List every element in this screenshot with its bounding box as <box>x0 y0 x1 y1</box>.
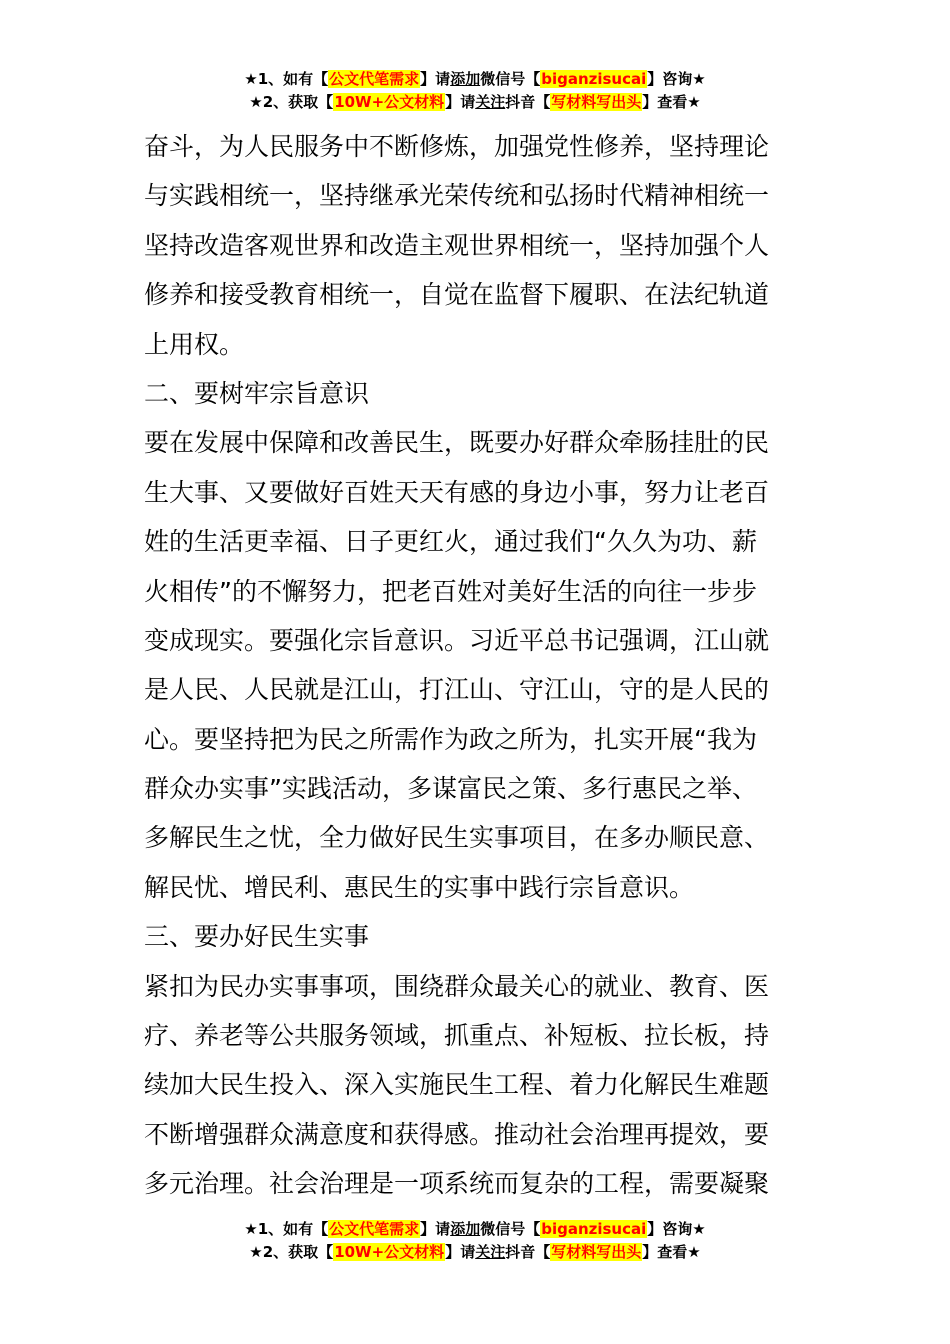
banner-line-1 <box>0 68 950 91</box>
banner-text: 微信号【 <box>480 1220 541 1238</box>
body-line: 群众办实事”实践活动，多谋富民之策、多行惠民之举、 <box>144 774 757 804</box>
banner-underline: 添加 <box>450 1220 481 1238</box>
body-line: 变成现实。要强化宗旨意识。习近平总书记强调，江山就 <box>144 625 770 655</box>
body-line: 多解民生之忧，全力做好民生实事项目，在多办顺民意、 <box>144 823 770 853</box>
body-line: 紧扣为民办实事事项，围绕群众最关心的就业、教育、医 <box>144 971 770 1001</box>
banner-highlight: 10W+公文材料 <box>334 1243 445 1261</box>
banner-highlight: biganzisucai <box>541 1220 647 1238</box>
banner-text: ★1、如有【 <box>244 1220 329 1238</box>
body-line: 多元治理。社会治理是一项系统而复杂的工程，需要凝聚 <box>144 1169 770 1199</box>
banner-highlight: 写材料写出头 <box>551 93 642 111</box>
banner-text: 】请 <box>445 93 476 111</box>
section-heading: 三、要办好民生实事 <box>144 922 370 952</box>
banner-highlight: 公文代笔需求 <box>329 1220 420 1238</box>
banner-highlight: 公文代笔需求 <box>329 70 420 88</box>
banner-highlight: 写材料写出头 <box>551 1243 642 1261</box>
body-line: 奋斗，为人民服务中不断修炼，加强党性修养，坚持理论 <box>144 132 770 161</box>
body-line: 上用权。 <box>144 329 245 359</box>
body-line: 坚持改造客观世界和改造主观世界相统一，坚持加强个人 <box>144 230 770 260</box>
body-line: 与实践相统一，坚持继承光荣传统和弘扬时代精神相统一 <box>144 181 770 211</box>
body-line: 修养和接受教育相统一，自觉在监督下履职、在法纪轨道 <box>144 280 770 310</box>
banner-line-2 <box>0 1241 950 1264</box>
body-line: 是人民、人民就是江山，打江山、守江山，守的是人民的 <box>144 675 770 705</box>
header-banner <box>0 68 950 114</box>
body-line: 火相传”的不懈努力，把老百姓对美好生活的向往一步步 <box>144 576 757 606</box>
footer-banner <box>0 1218 950 1264</box>
body-line: 姓的生活更幸福、日子更红火，通过我们“久久为功、薪 <box>144 527 757 557</box>
banner-text: ★2、获取【 <box>249 93 334 111</box>
banner-text: 】咨询★ <box>647 70 706 88</box>
banner-line-2 <box>0 91 950 114</box>
document-body <box>144 122 806 1209</box>
banner-text: 】咨询★ <box>647 1220 706 1238</box>
banner-text: ★2、获取【 <box>249 1243 334 1261</box>
banner-text: 】请 <box>420 1220 451 1238</box>
banner-text: 】请 <box>420 70 451 88</box>
body-line: 解民忧、增民利、惠民生的实事中践行宗旨意识。 <box>144 872 695 902</box>
body-line: 疗、养老等公共服务领域，抓重点、补短板、拉长板，持 <box>144 1021 770 1051</box>
banner-line-1 <box>0 1218 950 1241</box>
banner-text: 】请 <box>445 1243 476 1261</box>
banner-highlight: biganzisucai <box>541 70 647 88</box>
section-heading: 二、要树牢宗旨意识 <box>144 378 370 408</box>
banner-text: 】查看★ <box>642 93 701 111</box>
body-line: 续加大民生投入、深入实施民生工程、着力化解民生难题 <box>144 1070 770 1100</box>
banner-underline: 关注 <box>475 1243 506 1261</box>
body-line: 心。要坚持把为民之所需作为政之所为，扎实开展“我为 <box>144 724 757 754</box>
banner-text: 抖音【 <box>505 1243 551 1261</box>
banner-highlight: 10W+公文材料 <box>334 93 445 111</box>
banner-underline: 关注 <box>475 93 506 111</box>
banner-text: 抖音【 <box>505 93 551 111</box>
body-line: 不断增强群众满意度和获得感。推动社会治理再提效，要 <box>144 1119 770 1149</box>
banner-text: ★1、如有【 <box>244 70 329 88</box>
banner-text: 微信号【 <box>480 70 541 88</box>
body-line: 生大事、又要做好百姓天天有感的身边小事，努力让老百 <box>144 477 770 507</box>
banner-underline: 添加 <box>450 70 481 88</box>
body-line: 要在发展中保障和改善民生，既要办好群众牵肠挂肚的民 <box>144 428 770 458</box>
banner-text: 】查看★ <box>642 1243 701 1261</box>
